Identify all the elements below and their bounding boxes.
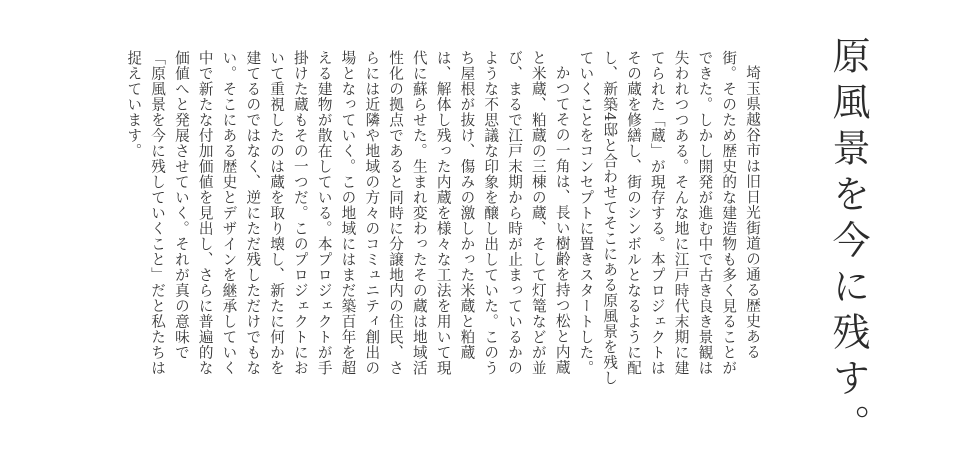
body-text (121, 50, 764, 390)
paragraph-intro: 埼玉県越谷市は旧日光街道の通る歴史ある街。そのため歴史的な建造物も多く見ることができた。しかし開発が進む中で古き良き景観は失われつつある。そんな地に江戸時代末期に建てられた「蔵」が現存する。本プロジェクトはその蔵を修繕し、街のシンボルとなるように配し、新築4邸と合わせてそこにある原風景を残していくことをコンセプトに置きスタートした。 (577, 50, 761, 386)
page-title: 原風景を今に残す。 (826, 36, 870, 450)
paragraph-history: かつてその一角は、長い樹齢を持つ松と内蔵と米蔵、粕蔵の三棟の蔵、そして灯篭などが並び、まるで江戸末期から時が止まっているかのような不思議な印象を醸し出していた。このうち屋根が抜け、傷みの激しかった米蔵と粕蔵は、解体し残った内蔵を様々な工法を用いて現代に蘇らせた。生まれ変わったその蔵は地域活性化の拠点であると同時に分譲地内の住民、さらには近隣や地域の方々のコミュニティ創出の場となっていく。この地域にはまだ築百年を超える建物が散在している。本プロジェクトが手掛けた蔵もその一つだ。このプロジェクトにおいて重視したのは蔵を取り壊し、新たに何かを建てるのではなく、逆にただ残しただけでもない。そこにある歴史とデザインを継承していく中で新たな付加価値を見出し、さらに普遍的な価値へと発展させていく。それが真の意味で「原風景を今に残していくこと」だと私たちは捉えています。 (125, 50, 571, 376)
